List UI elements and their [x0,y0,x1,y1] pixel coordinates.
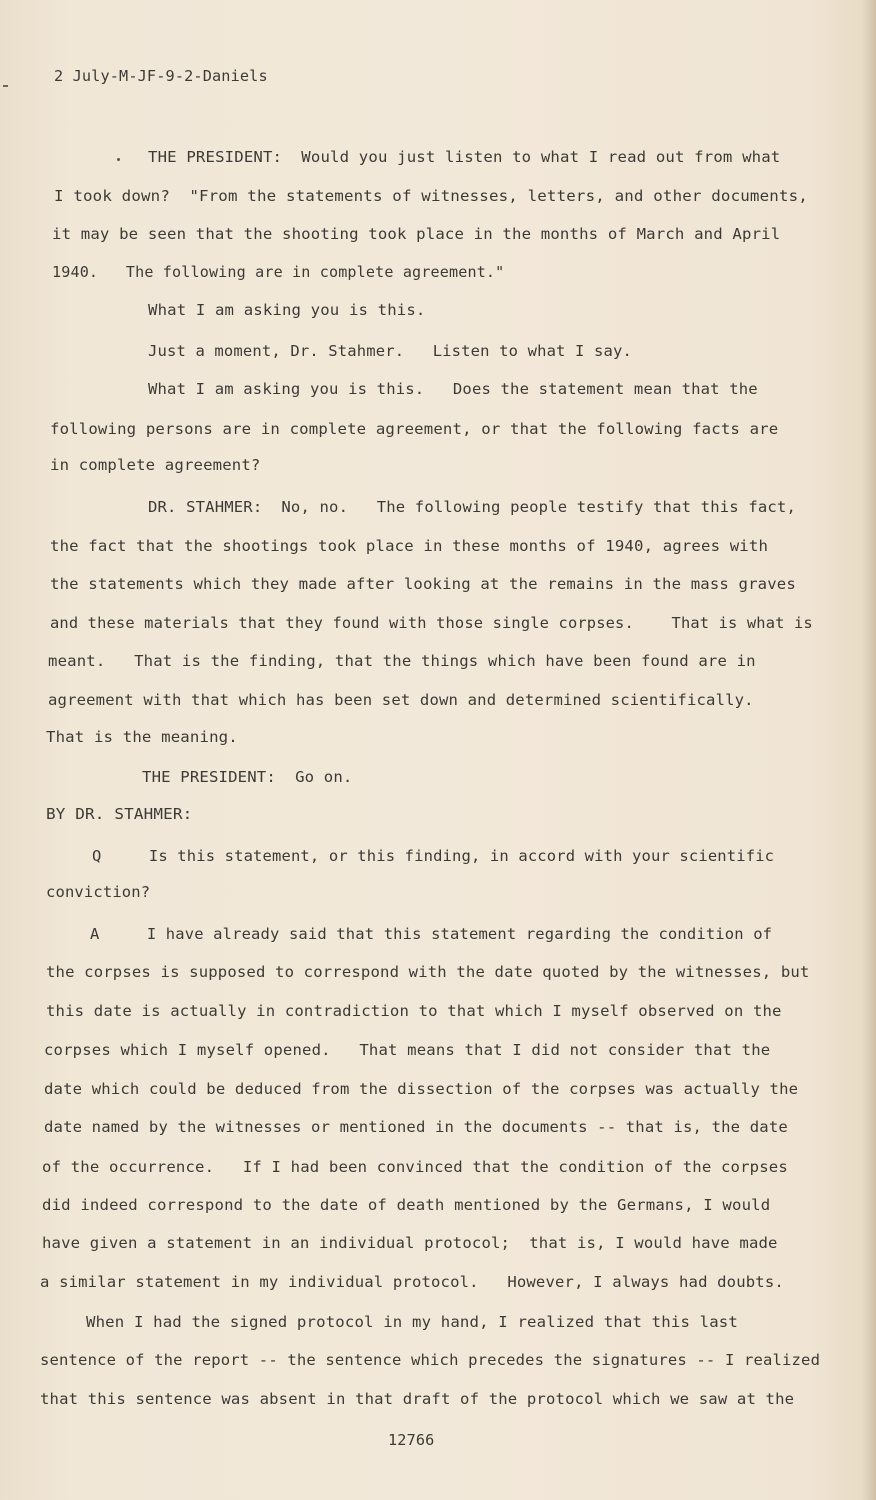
text-line: this date is actually in contradiction to that which I myself observed on the [46,1002,782,1020]
text-line: in complete agreement? [50,456,261,474]
text-line: a similar statement in my individual protocol. However, I always had doubts. [40,1273,784,1291]
text-line: THE PRESIDENT: Would you just listen to what I read out from what [148,148,781,166]
text-line: BY DR. STAHMER: [46,805,193,823]
text-line: Q Is this statement, or this finding, in accord with your scientific [92,847,775,865]
text-line: agreement with that which has been set down and determined scientifically. [48,691,754,709]
text-line: That is the meaning. [46,728,238,746]
page-edge-shadow [862,0,876,1500]
text-line: date named by the witnesses or mentioned in the documents -- that is, the date [44,1118,788,1136]
text-line: the corpses is supposed to correspond with the date quoted by the witnesses, but [46,963,810,981]
text-line: THE PRESIDENT: Go on. [142,768,353,786]
text-line: date which could be deduced from the dissection of the corpses was actually the [44,1080,799,1098]
text-line: did indeed correspond to the date of death mentioned by the Germans, I would [42,1196,771,1214]
text-line: the statements which they made after looking at the remains in the mass graves [50,575,796,593]
text-line: A I have already said that this statement regarding the condition of [90,925,773,943]
text-line: it may be seen that the shooting took place in the months of March and April [52,225,781,243]
text-line: that this sentence was absent in that draft of the protocol which we saw at the [40,1390,795,1408]
text-line: following persons are in complete agreement, or that the following facts are [50,420,779,438]
text-line: When I had the signed protocol in my hand, I realized that this last [86,1313,738,1331]
text-line: meant. That is the finding, that the things which have been found are in [48,652,756,670]
text-line: conviction? [46,883,151,901]
margin-mark [3,85,8,87]
text-line: 1940. The following are in complete agreement." [52,263,505,281]
page-header: 2 July-M-JF-9-2-Daniels [54,67,268,85]
text-line: the fact that the shootings took place in these months of 1940, agrees with [50,537,769,555]
text-line: DR. STAHMER: No, no. The following people testify that this fact, [148,498,796,516]
text-line: of the occurrence. If I had been convinced that the condition of the corpses [42,1158,788,1176]
text-line: corpses which I myself opened. That means that I did not consider that the [44,1041,771,1059]
text-line: and these materials that they found with those single corpses. That is what is [50,614,813,632]
page-number: 12766 [388,1431,435,1449]
text-line: have given a statement in an individual protocol; that is, I would have made [42,1234,778,1252]
text-line: sentence of the report -- the sentence which precedes the signatures -- I realized [40,1351,821,1369]
text-line: What I am asking you is this. [148,301,426,319]
stray-dot [117,158,120,161]
text-line: What I am asking you is this. Does the statement mean that the [148,380,758,398]
text-line: Just a moment, Dr. Stahmer. Listen to what I say. [148,342,632,360]
text-line: I took down? "From the statements of witnesses, letters, and other documents, [54,187,808,205]
